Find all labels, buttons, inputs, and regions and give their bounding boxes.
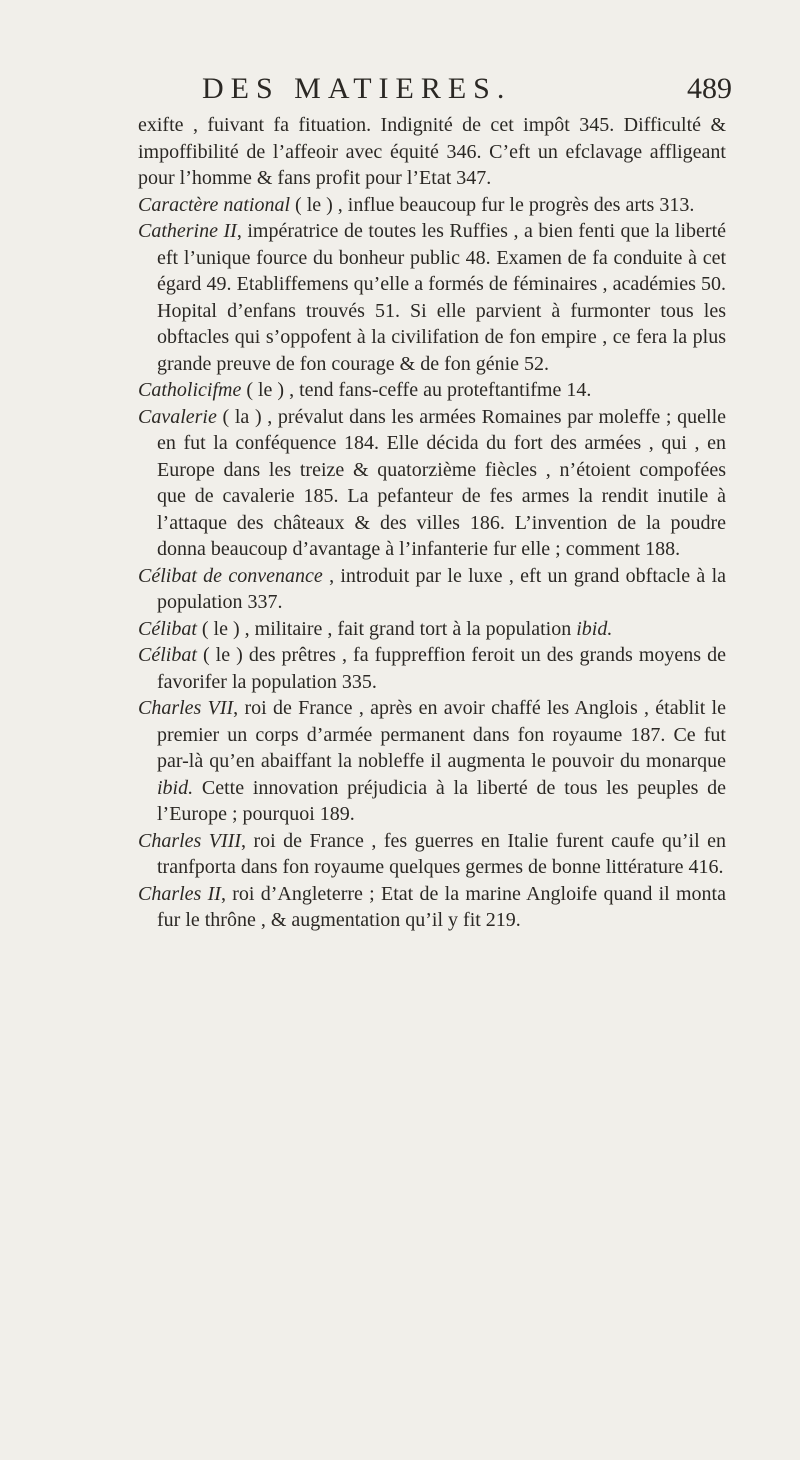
entry-text: , roi de France , après en avoir chaffé les Anglois , établit le premier un corps d’armée permanent dans fon royaume 187. Ce fut par-là qu’en abaiffant la nobleffe il augmenta le pouvoir du monarque bbox=[157, 697, 726, 772]
entry-reference: ibid. bbox=[157, 776, 194, 799]
entry-headword: Charles II bbox=[138, 882, 221, 905]
index-entry bbox=[138, 377, 726, 404]
entry-text-continued: Cette innovation préjudicia à la liberté de tous les peuples de l’Europe ; pourquoi 189. bbox=[157, 776, 727, 825]
entry-headword: Catherine II bbox=[138, 220, 237, 242]
entry-headword: Charles VII bbox=[138, 697, 234, 719]
entry-text: , impératrice de toutes les Ruffies , a bien fenti que la liberté eft l’unique fource du bonheur public 48. Examen de fa conduite à cet égard 49. Etabliffemens qu’elle a formés de féminaires , académies 50. Hopital d’enfans trouvés 51. Si elle parvient à furmonter tous les obftacles qui s’oppofent à la civilifation de fon empire , ce fera la plus grande preuve de fon courage & de fon génie 52. bbox=[157, 220, 726, 375]
entry-headword: Cavalerie bbox=[138, 405, 217, 428]
entry-headword: Caractère national bbox=[138, 193, 291, 216]
entry-text: , introduit par le luxe , eft un grand obftacle à la population 337. bbox=[157, 564, 727, 613]
index-entry bbox=[138, 828, 726, 881]
entry-headword: Charles VIII bbox=[138, 829, 242, 852]
index-entry bbox=[138, 616, 726, 643]
entry-text: , roi de France , fes guerres en Italie furent caufe qu’il en tranfporta dans fon royaume quelques germes de bonne littérature 416. bbox=[157, 829, 726, 878]
index-entry bbox=[138, 695, 726, 828]
index-entry bbox=[138, 563, 726, 616]
entry-headword: Catholicifme bbox=[138, 379, 242, 401]
index-entry bbox=[138, 642, 726, 695]
page-number: 489 bbox=[687, 72, 732, 105]
entry-headword: Célibat bbox=[138, 617, 197, 640]
entry-text: ( le ) , militaire , fait grand tort à la population bbox=[201, 617, 572, 640]
index-text bbox=[138, 112, 726, 934]
entry-headword: Célibat de convenance bbox=[138, 564, 323, 587]
index-entry-continuation bbox=[138, 112, 726, 192]
index-entry bbox=[138, 218, 726, 377]
entry-text: exifte , fuivant fa fituation. Indignité de cet impôt 345. Difficulté & impoffibilité de l’affeoir avec équité 346. C’eft un efclavage affligeant pour l’homme & fans profit pour l’Etat 347. bbox=[138, 114, 726, 189]
entry-text: ( la ) , prévalut dans les armées Romaines par moleffe ; quelle en fut la conféquence 184. Elle décida du fort des armées , qui , en Europe dans les treize & quatorzième fiècles , n’étoient compofées que de cavalerie 185. La pefanteur de fes armes la rendit inutile à l’attaque des châteaux & des villes 186. L’invention de la poudre donna beaucoup d’avantage à l’infanterie fur elle ; comment 188. bbox=[157, 405, 727, 560]
index-entry bbox=[138, 192, 726, 219]
index-entry bbox=[138, 404, 726, 563]
running-title: DES MATIERES. bbox=[202, 72, 512, 105]
entry-reference: ibid. bbox=[576, 617, 613, 640]
entry-text: ( le ) , tend fans-ceffe au proteftantifme 14. bbox=[246, 379, 592, 401]
running-head bbox=[202, 72, 732, 112]
entry-headword: Célibat bbox=[138, 644, 197, 666]
entry-text: , roi d’Angleterre ; Etat de la marine Angloife quand il monta fur le thrône , & augmentation qu’il y fit 219. bbox=[157, 882, 726, 931]
entry-text: ( le ) , influe beaucoup fur le progrès des arts 313. bbox=[295, 193, 695, 216]
entry-text: ( le ) des prêtres , fa fuppreffion feroit un des grands moyens de favorifer la population 335. bbox=[157, 644, 726, 693]
index-entry bbox=[138, 881, 726, 934]
